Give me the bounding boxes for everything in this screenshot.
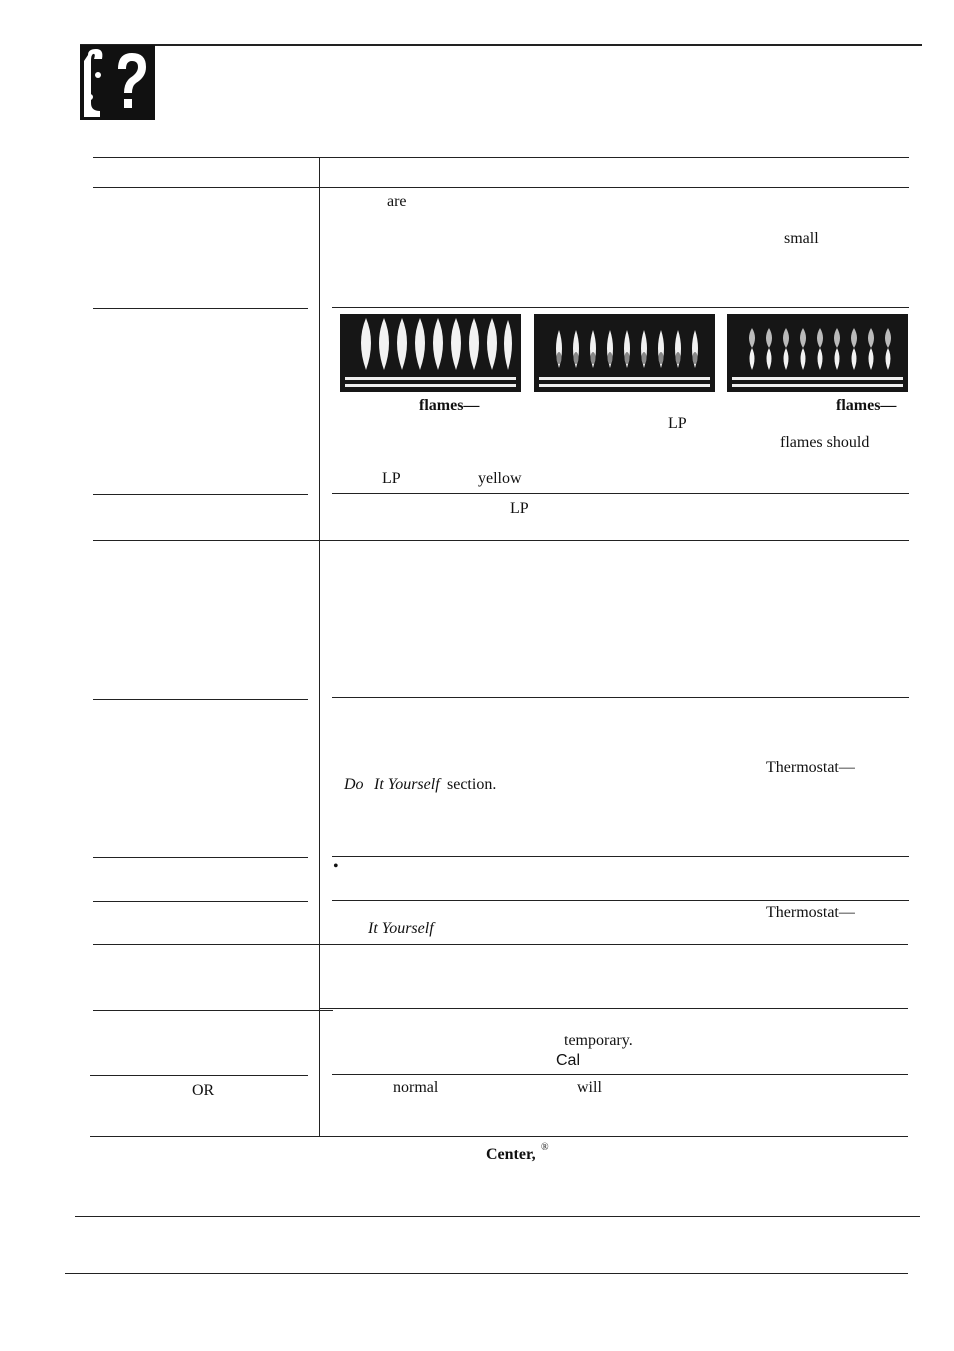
word-thermostat: Thermostat— [766,759,855,776]
word-are: are [387,193,407,210]
question-head-glyph [80,45,155,120]
footer-rule [65,1273,908,1274]
word-lp: LP [510,500,529,517]
word-small: small [784,230,819,247]
caption-large-flames: flames— [419,397,480,414]
bullet-point: • [333,858,339,875]
word-normal: normal [393,1079,439,1096]
table-rule [93,1010,333,1011]
word-section: section. [447,776,497,793]
word-it-yourself: It Yourself [374,776,440,793]
large-flames-icon [340,314,521,374]
table-rule [332,697,909,698]
table-rule [332,856,909,857]
footer-rule [75,1216,920,1217]
word-thermostat: Thermostat— [766,904,855,921]
table-rule [93,308,308,309]
normal-flames-icon [534,314,715,374]
table-rule [93,540,909,541]
table-rule [93,857,308,858]
flame-illustration-right [727,314,908,392]
word-center: Center, [486,1146,536,1163]
word-temporary: temporary. [564,1032,633,1049]
word-lp: LP [382,470,401,487]
header-rule [80,44,922,46]
table-rule [93,901,308,902]
caption-small-flames: flames— [836,397,897,414]
flame-illustration-left [340,314,521,392]
word-will: will [577,1079,602,1096]
table-rule [93,187,909,188]
table-rule [332,1074,908,1075]
word-flames-should: flames should [780,434,870,451]
table-rule [319,1008,908,1009]
table-rule [332,307,909,308]
word-or: OR [192,1082,215,1099]
word-it-yourself: It Yourself [368,920,434,937]
word-cal: Cal [556,1052,581,1069]
table-rule [90,1075,308,1076]
table-rule [332,900,909,901]
table-rule [93,699,308,700]
word-do: Do [344,776,364,793]
registered-mark: ® [541,1142,549,1153]
word-yellow: yellow [478,470,522,487]
question-head-icon [80,45,155,120]
table-rule [90,1136,908,1137]
table-rule [93,157,909,158]
table-rule [332,493,909,494]
table-rule [93,494,308,495]
flame-illustration-middle [534,314,715,392]
word-lp: LP [668,415,687,432]
column-divider [319,157,320,1137]
small-flames-icon [727,314,908,374]
table-rule [93,944,908,945]
